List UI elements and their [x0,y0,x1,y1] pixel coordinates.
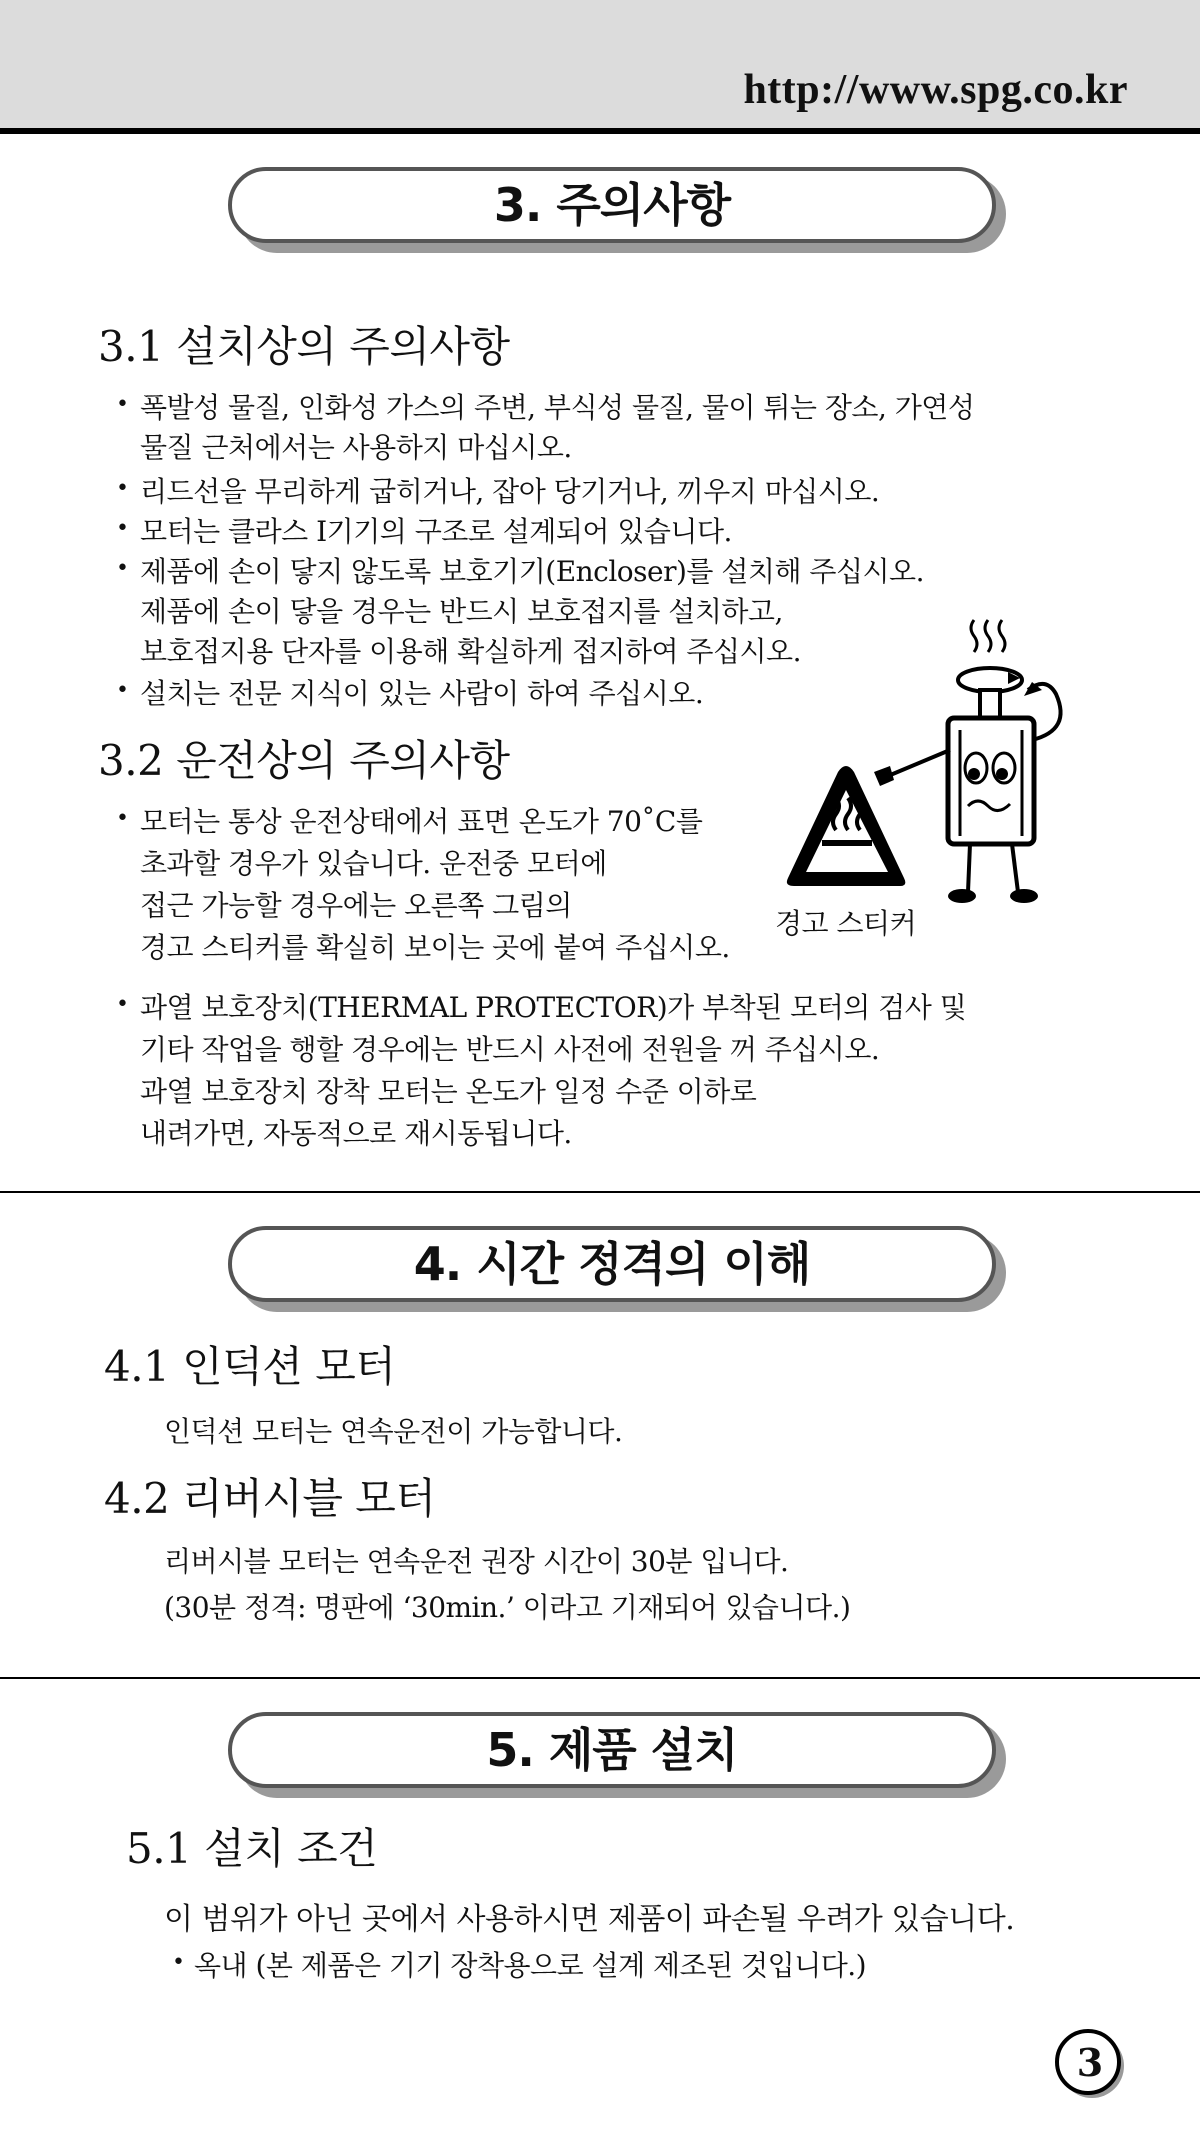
section-5-title-box [228,1712,1003,1794]
section-3-title: 3. 주의사항 [493,178,731,232]
bullet: • [116,516,129,541]
s32-b1-line3: 접근 가능할 경우에는 오른쪽 그림의 [140,889,572,922]
s32-b1-line1: 모터는 통상 운전상태에서 표면 온도가 70˚C를 [140,805,703,838]
sticker-caption: 경고 스티커 [775,907,917,940]
s42-line1: 리버시블 모터는 연속운전 권장 시간이 30분 입니다. [164,1545,789,1578]
bullet: • [116,556,129,581]
bullet: • [116,678,129,703]
s41-text: 인덕션 모터는 연속운전이 가능합니다. [164,1415,623,1448]
heading-3-1: 3.1 설치상의 주의사항 [98,322,510,371]
section-divider [0,1677,1200,1679]
heading-4-2: 4.2 리버시블 모터 [104,1474,436,1523]
section-4-title-box [228,1226,1003,1308]
s32-b2-line1: 과열 보호장치(THERMAL PROTECTOR)가 부착된 모터의 검사 및 [140,991,967,1024]
heading-5-1: 5.1 설치 조건 [126,1824,378,1873]
heading-3-2: 3.2 운전상의 주의사항 [98,736,510,785]
page-number: 3 [1076,2040,1104,2085]
s32-b2-line4: 내려가면, 자동적으로 재시동됩니다. [140,1117,572,1150]
header-rule [0,128,1200,134]
s51-text: 이 범위가 아닌 곳에서 사용하시면 제품이 파손될 우려가 있습니다. [164,1902,1015,1937]
s32-b1-line4: 경고 스티커를 확실히 보이는 곳에 붙여 주십시오. [140,931,730,964]
s31-b1-line2: 물질 근처에서는 사용하지 마십시오. [140,431,572,464]
s51-b1: 옥내 (본 제품은 기기 장착용으로 설계 제조된 것입니다.) [194,1949,867,1982]
section-5-title: 5. 제품 설치 [486,1723,738,1777]
hot-surface-warning-icon [787,766,905,886]
s31-b3: 모터는 클라스 I기기의 구조로 설계되어 있습니다. [140,515,732,548]
s31-b4-line3: 보호접지용 단자를 이용해 확실하게 접지하여 주십시오. [140,635,802,668]
section-divider [0,1191,1200,1193]
s42-line2: (30분 정격: 명판에 ‘30min.’ 이라고 기재되어 있습니다.) [164,1591,851,1624]
heading-4-1: 4.1 인덕션 모터 [104,1342,396,1391]
s31-b1-line1: 폭발성 물질, 인화성 가스의 주변, 부식성 물질, 물이 튀는 장소, 가연성 [140,391,975,424]
section-4-title: 4. 시간 정격의 이해 [413,1237,811,1291]
s32-b1-line2: 초과할 경우가 있습니다. 운전중 모터에 [140,847,607,880]
site-url[interactable]: http://www.spg.co.kr [743,67,1128,113]
s31-b5: 설치는 전문 지식이 있는 사람이 하여 주십시오. [140,677,704,710]
bullet: • [116,806,129,831]
bullet: • [116,992,129,1017]
hot-surface-warning-illustration [770,600,1090,920]
section-3-title-box [228,167,1003,249]
bullet: • [116,476,129,501]
s32-b2-line2: 기타 작업을 행할 경우에는 반드시 사전에 전원을 꺼 주십시오. [140,1033,880,1066]
s31-b2: 리드선을 무리하게 굽히거나, 잡아 당기거나, 끼우지 마십시오. [140,475,880,508]
bullet: • [116,392,129,417]
bullet: • [172,1950,185,1975]
s32-b2-line3: 과열 보호장치 장착 모터는 온도가 일정 수준 이하로 [140,1075,757,1108]
s31-b4-line2: 제품에 손이 닿을 경우는 반드시 보호접지를 설치하고, [140,595,783,628]
s31-b4-line1: 제품에 손이 닿지 않도록 보호기기(Encloser)를 설치해 주십시오. [140,555,924,588]
